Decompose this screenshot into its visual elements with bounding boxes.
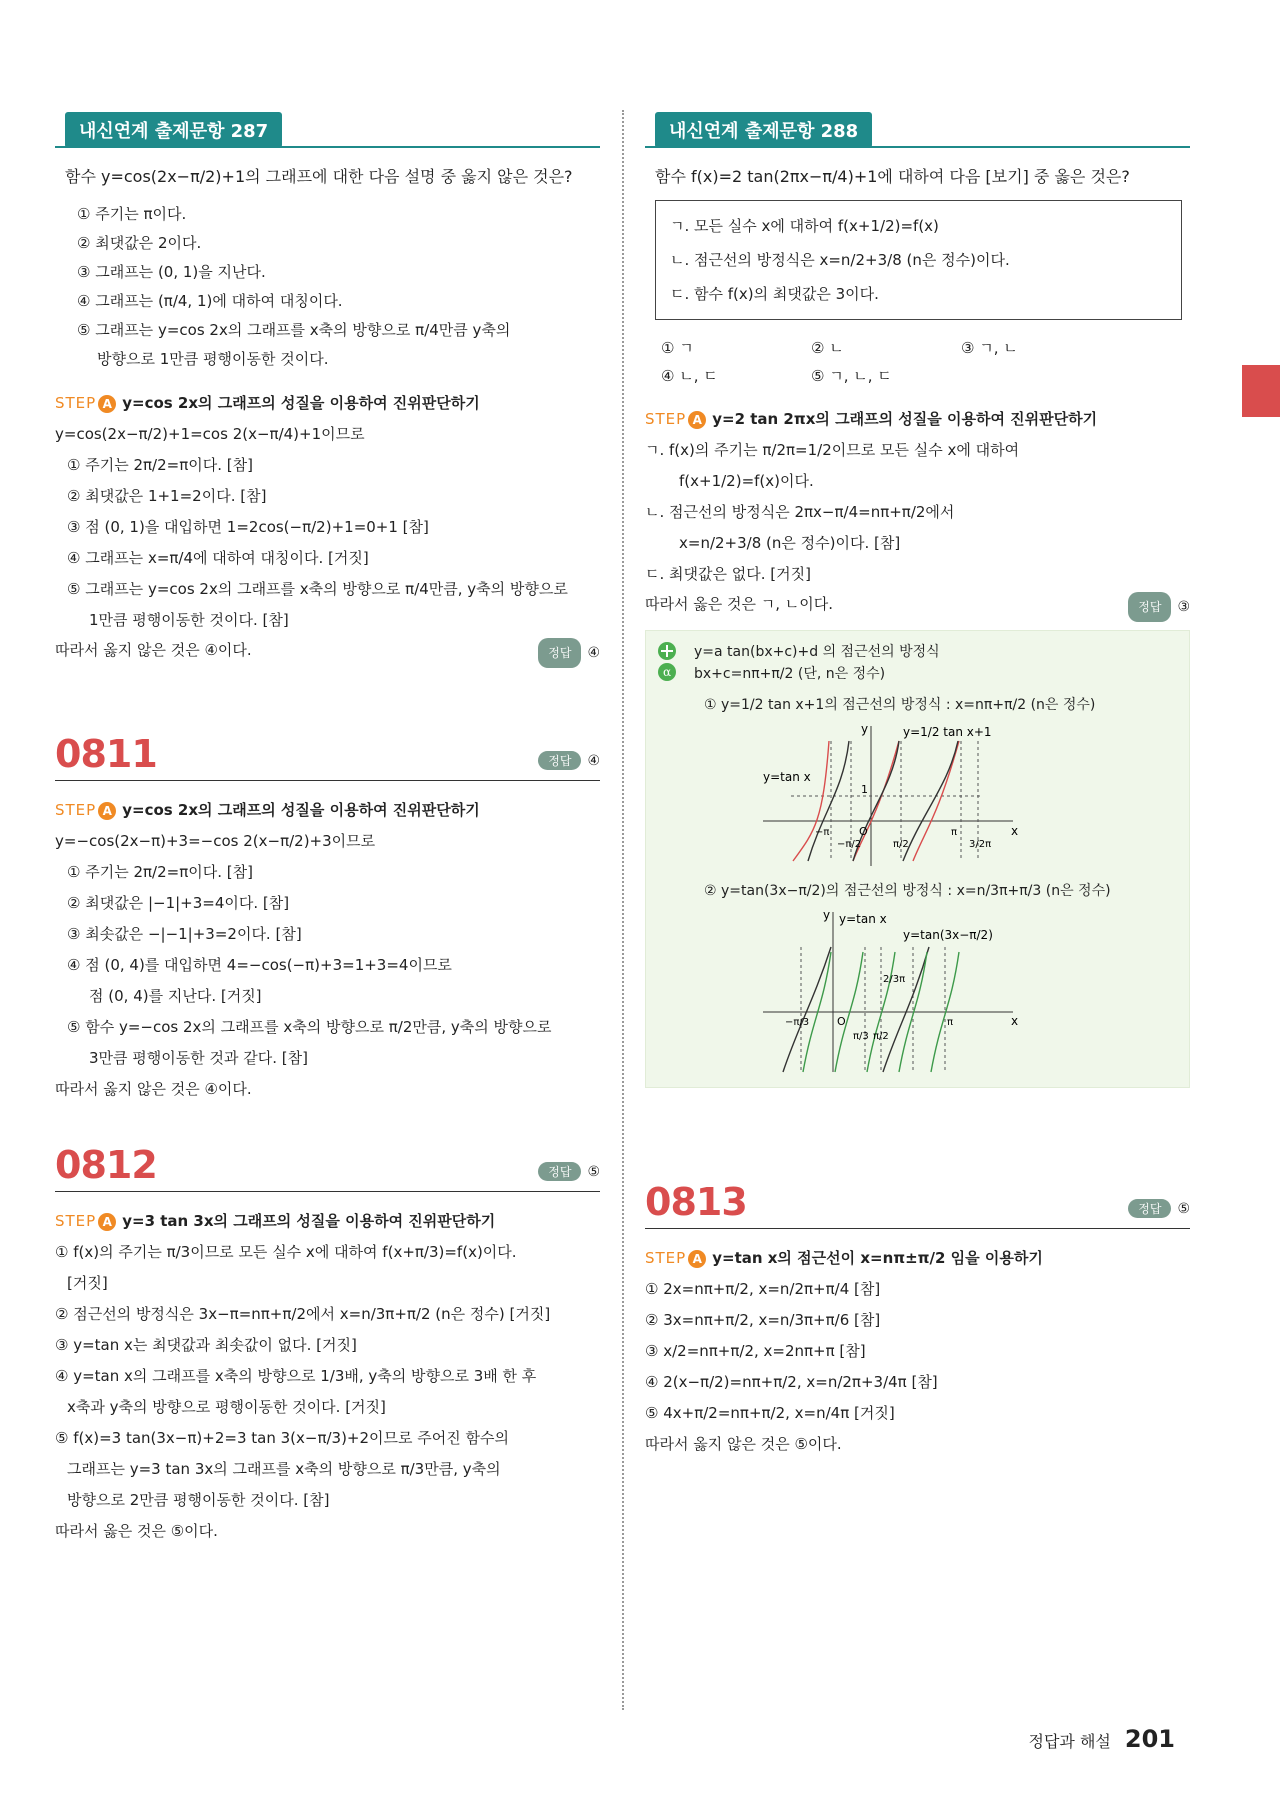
answer-badge [538,751,600,770]
p0811-line: 3만큼 평행이동한 것과 같다. [참] [89,1049,308,1067]
tan-curve [883,947,929,1072]
answer-value: ③ [1177,599,1190,615]
origin-label: O [859,825,868,838]
q287-conclusion-row [55,636,600,664]
q287-option: ⑤ 그래프는 y=cos 2x의 그래프를 x축의 방향으로 π/4만큼 y축의 [77,321,511,339]
q287-line: y=cos(2x−π/2)+1=cos 2(x−π/4)+1이므로 [55,425,365,443]
label-tan: y=tan x [763,770,811,784]
tick-label: π/2 [873,1031,889,1042]
step-text: y=cos 2x의 그래프의 성질을 이용하여 진위판단하기 [122,801,480,819]
q288-header [645,110,1190,148]
p0811-line: ① 주기는 2π/2=π이다. [참] [67,863,253,881]
choice: ② ㄴ [811,339,844,357]
step-label: STEP [645,410,687,428]
step-a-icon: A [688,411,706,429]
p0811-line: y=−cos(2x−π)+3=−cos 2(x−π/2)+3이므로 [55,832,376,850]
problem-number: 0811 [55,732,157,776]
y-label: y [823,908,831,922]
tick-label: π [947,1017,954,1028]
q287-line: ④ 그래프는 x=π/4에 대하여 대칭이다. [거짓] [67,549,369,567]
q288-example-box [655,200,1182,320]
answer-label: 정답 [538,751,581,770]
tip-formula: bx+c=nπ+π/2 (단, n은 정수) [694,666,886,682]
tan-curve [913,741,959,861]
q288-line: x=n/2+3/8 (n은 정수)이다. [참] [679,534,901,552]
q287-line: ① 주기는 2π/2=π이다. [참] [67,456,253,474]
chapter-tab [1242,365,1280,417]
answer-label: 정답 [538,1162,581,1181]
tick-label: π [951,827,958,838]
p0812-line: [거짓] [67,1274,108,1292]
box-item: ㄷ. 함수 f(x)의 최댓값은 3이다. [670,285,879,303]
p0811-header [55,722,600,781]
problem-number: 0813 [645,1180,747,1224]
answer-value: ⑤ [1177,1200,1190,1217]
q287-header [55,110,600,148]
answer-label: 정답 [538,638,581,668]
p0813-line: ③ x/2=nπ+π/2, x=2nπ+π [참] [645,1342,866,1360]
problem-number: 0812 [55,1143,157,1187]
q287-line: ⑤ 그래프는 y=cos 2x의 그래프를 x축의 방향으로 π/4만큼, y축의 방향으로 [67,580,568,598]
step-a-icon: A [98,802,116,820]
p0811-line: ⑤ 함수 y=−cos 2x의 그래프를 x축의 방향으로 π/2만큼, y축의 방향으로 [67,1018,552,1036]
p0812-line: ④ y=tan x의 그래프를 x축의 방향으로 1/3배, y축의 방향으로 3배 한 후 [55,1367,537,1385]
p0811-line: ② 최댓값은 |−1|+3=4이다. [참] [67,894,290,912]
q287-line: ③ 점 (0, 1)을 대입하면 1=2cos(−π/2)+1=0+1 [참] [67,518,429,536]
q287-option: ④ 그래프는 (π/4, 1)에 대하여 대칭이다. [77,292,343,310]
tan-curve [793,741,829,861]
q287-option-cont: 방향으로 1만큼 평행이동한 것이다. [97,350,329,368]
q287-question: 함수 y=cos(2x−π/2)+1의 그래프에 대한 다음 설명 중 옳지 않은 것은? [65,167,573,186]
q288-line: ㄴ. 점근선의 방정식은 2πx−π/4=nπ+π/2에서 [645,503,955,521]
p0812-line: ② 점근선의 방정식은 3x−π=nπ+π/2에서 x=n/3π+π/2 (n은 정수) [거짓] [55,1305,551,1323]
tip-example-2: ② y=tan(3x−π/2)의 점근선의 방정식 : x=n/3π+π/3 (n은 정수) [704,883,1111,899]
step-label: STEP [645,1249,687,1267]
q287-tag: 내신연계 출제문항 287 [65,112,282,148]
y-label: y [861,722,869,736]
label-half-tan: y=1/2 tan x+1 [903,725,992,739]
q287-option: ① 주기는 π이다. [77,205,187,223]
choice: ⑤ ㄱ, ㄴ, ㄷ [811,367,892,385]
half-tan-curve [903,741,958,861]
right-column [645,110,1190,1460]
tick-label: π/3 [853,1031,869,1042]
step-text: y=2 tan 2πx의 그래프의 성질을 이용하여 진위판단하기 [712,410,1098,428]
p0812-line: 방향으로 2만큼 평행이동한 것이다. [참] [67,1491,330,1509]
x-label: x [1011,1014,1019,1028]
q288-line: ㄱ. f(x)의 주기는 π/2π=1/2이므로 모든 실수 x에 대하여 [645,441,1020,459]
answer-label: 정답 [1128,1199,1171,1218]
step-text: y=3 tan 3x의 그래프의 성질을 이용하여 진위판단하기 [122,1212,496,1230]
q287-line: ② 최댓값은 1+1=2이다. [참] [67,487,267,505]
step-text: y=tan x의 점근선이 x=nπ±π/2 임을 이용하기 [712,1249,1043,1267]
tick-label: −π/2 [837,839,862,850]
q287-step [55,392,600,413]
q287-option: ② 최댓값은 2이다. [77,234,202,252]
tick-label: π/2 [893,839,909,850]
p0813-line: ② 3x=nπ+π/2, x=n/3π+π/6 [참] [645,1311,881,1329]
p0811-step [55,799,600,820]
p0813-step [645,1247,1190,1268]
two-third-label: 2/3π [883,974,906,985]
graph-half-tan [753,721,1023,871]
left-column [55,110,600,1547]
q287-conclusion: 따라서 옳지 않은 것은 ④이다. [55,641,252,659]
q288-question: 함수 f(x)=2 tan(2πx−π/4)+1에 대하여 다음 [보기] 중 옳은 것은? [655,167,1130,186]
step-a-icon: A [98,1213,116,1231]
box-item: ㄴ. 점근선의 방정식은 x=n/2+3/8 (n은 정수)이다. [670,251,1010,269]
p0811-conclusion: 따라서 옳지 않은 것은 ④이다. [55,1080,252,1098]
step-text: y=cos 2x의 그래프의 성질을 이용하여 진위판단하기 [122,394,480,412]
tick-label: 3/2π [969,839,992,850]
q288-line: f(x+1/2)=f(x)이다. [679,472,814,490]
choice: ③ ㄱ, ㄴ [961,339,1018,357]
step-a-icon: A [688,1250,706,1268]
tick-label: −π/3 [785,1017,810,1028]
p0811-line: ③ 최솟값은 −|−1|+3=2이다. [참] [67,925,302,943]
answer-badge [538,1162,600,1181]
p0813-header [645,1170,1190,1229]
box-item: ㄱ. 모든 실수 x에 대하여 f(x+1/2)=f(x) [670,217,939,235]
step-a-icon: A [98,395,116,413]
tick-label: −π [815,827,830,838]
q288-choices [661,334,1190,390]
column-divider [622,110,624,1710]
answer-value: ④ [587,645,600,661]
q288-step [645,408,1190,429]
p0811-line: 점 (0, 4)를 지난다. [거짓] [89,987,262,1005]
step-label: STEP [55,394,97,412]
p0812-line: ⑤ f(x)=3 tan(3x−π)+2=3 tan 3(x−π/3)+2이므로 주어진 함수의 [55,1429,509,1447]
graph-shifted-tan [753,907,1023,1077]
footer-text: 정답과 해설 [1028,1732,1111,1751]
answer-value: ④ [587,752,600,769]
p0813-line: ① 2x=nπ+π/2, x=n/2π+π/4 [참] [645,1280,881,1298]
answer-badge [1128,1199,1190,1218]
p0812-conclusion: 따라서 옳은 것은 ⑤이다. [55,1522,218,1540]
origin-label: O [837,1015,846,1028]
label-tan: y=tan x [839,912,887,926]
step-label: STEP [55,801,97,819]
answer-badge [1128,592,1190,622]
tip-box [645,630,1190,1088]
p0813-conclusion: 따라서 옳지 않은 것은 ⑤이다. [645,1435,842,1453]
tip-title: y=a tan(bx+c)+d 의 점근선의 방정식 [694,644,940,660]
p0812-line: x축과 y축의 방향으로 평행이동한 것이다. [거짓] [67,1398,386,1416]
p0812-line: ① f(x)의 주기는 π/3이므로 모든 실수 x에 대하여 f(x+π/3)=f(x)이다. [55,1243,517,1261]
svg-text:α: α [662,665,672,679]
p0812-step [55,1210,600,1231]
step-label: STEP [55,1212,97,1230]
x-label: x [1011,824,1019,838]
tip-example-1: ① y=1/2 tan x+1의 점근선의 방정식 : x=nπ+π/2 (n은 정수) [704,697,1096,713]
q288-conclusion-row [645,590,1190,618]
p0813-line: ④ 2(x−π/2)=nπ+π/2, x=n/2π+3/4π [참] [645,1373,938,1391]
one-label: 1 [861,783,868,796]
answer-label: 정답 [1128,592,1171,622]
page-number: 201 [1124,1725,1175,1753]
choice: ④ ㄴ, ㄷ [661,367,718,385]
plus-alpha-icon [654,641,680,683]
q288-conclusion: 따라서 옳은 것은 ㄱ, ㄴ이다. [645,595,833,613]
q288-line: ㄷ. 최댓값은 없다. [거짓] [645,565,811,583]
p0811-line: ④ 점 (0, 4)를 대입하면 4=−cos(−π)+3=1+3=4이므로 [67,956,452,974]
p0812-line: 그래프는 y=3 tan 3x의 그래프를 x축의 방향으로 π/3만큼, y축의 [67,1460,501,1478]
choice: ① ㄱ [661,339,694,357]
answer-badge [538,638,600,668]
label-shifted-tan: y=tan(3x−π/2) [903,928,993,942]
q287-line: 1만큼 평행이동한 것이다. [참] [89,611,289,629]
p0812-header [55,1133,600,1192]
p0813-line: ⑤ 4x+π/2=nπ+π/2, x=n/4π [거짓] [645,1404,895,1422]
p0812-line: ③ y=tan x는 최댓값과 최솟값이 없다. [거짓] [55,1336,357,1354]
q287-option: ③ 그래프는 (0, 1)을 지난다. [77,263,266,281]
answer-value: ⑤ [587,1163,600,1180]
q288-tag: 내신연계 출제문항 288 [655,112,872,148]
footer [1029,1725,1175,1753]
